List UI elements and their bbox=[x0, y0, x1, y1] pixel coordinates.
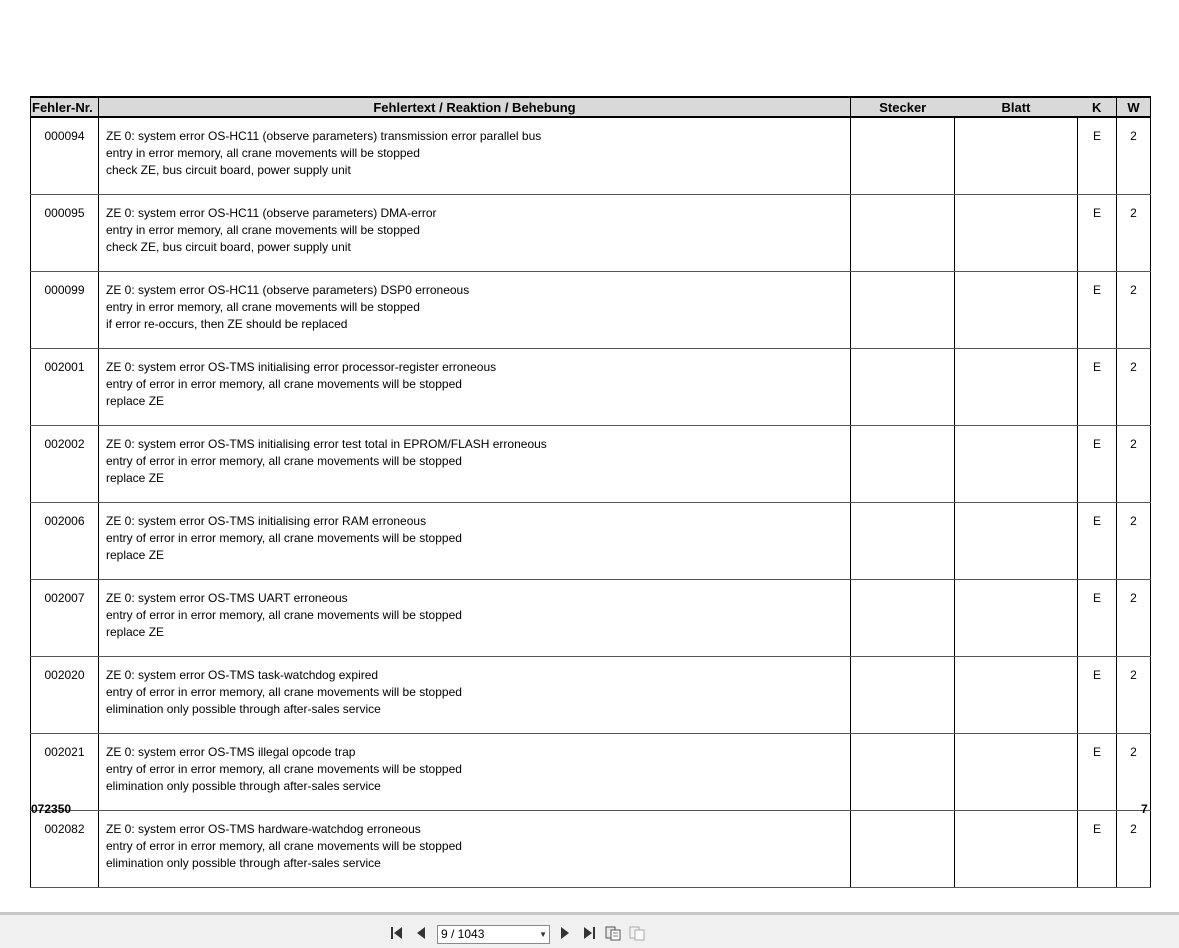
error-description bbox=[99, 349, 851, 426]
blatt-cell bbox=[955, 272, 1078, 349]
blatt-cell bbox=[955, 811, 1078, 888]
reaction-text-line: entry of error in error memory, all crane movements will be stopped bbox=[106, 531, 462, 545]
w-cell: 2 bbox=[1117, 117, 1151, 195]
page-selector[interactable] bbox=[437, 925, 550, 944]
stecker-cell bbox=[851, 349, 955, 426]
error-description bbox=[99, 195, 851, 272]
blatt-cell bbox=[955, 117, 1078, 195]
previous-page-icon[interactable] bbox=[412, 924, 430, 942]
w-cell: 2 bbox=[1117, 734, 1151, 811]
k-cell: E bbox=[1078, 503, 1117, 580]
paste-page-icon bbox=[628, 924, 646, 942]
remedy-text-line: elimination only possible through after-sales service bbox=[106, 702, 381, 716]
reaction-text-line: entry of error in error memory, all crane movements will be stopped bbox=[106, 685, 462, 699]
reaction-text-line: entry of error in error memory, all crane movements will be stopped bbox=[106, 454, 462, 468]
table-row bbox=[31, 580, 1151, 657]
error-description bbox=[99, 117, 851, 195]
remedy-text-line: replace ZE bbox=[106, 548, 165, 562]
error-number: 002002 bbox=[31, 426, 99, 503]
table-row bbox=[31, 195, 1151, 272]
k-cell: E bbox=[1078, 580, 1117, 657]
viewer-toolbar bbox=[0, 912, 1179, 948]
error-table bbox=[30, 96, 1151, 888]
stecker-cell bbox=[851, 117, 955, 195]
page-indicator: 9 / 1043 bbox=[441, 927, 485, 941]
document-number: 072350 bbox=[31, 802, 72, 816]
k-cell: E bbox=[1078, 426, 1117, 503]
reaction-text-line: entry in error memory, all crane movements will be stopped bbox=[106, 146, 420, 160]
header-blatt: Blatt bbox=[955, 97, 1078, 117]
w-cell: 2 bbox=[1117, 349, 1151, 426]
k-cell: E bbox=[1078, 117, 1117, 195]
error-number: 002021 bbox=[31, 734, 99, 811]
reaction-text-line: entry of error in error memory, all crane movements will be stopped bbox=[106, 377, 462, 391]
error-number: 000095 bbox=[31, 195, 99, 272]
error-description bbox=[99, 657, 851, 734]
reaction-text-line: entry of error in error memory, all crane movements will be stopped bbox=[106, 608, 462, 622]
k-cell: E bbox=[1078, 811, 1117, 888]
stecker-cell bbox=[851, 503, 955, 580]
remedy-text-line: check ZE, bus circuit board, power supply unit bbox=[106, 163, 351, 177]
error-text-line: ZE 0: system error OS-TMS task-watchdog expired bbox=[106, 668, 379, 682]
error-text-line: ZE 0: system error OS-TMS initialising error RAM erroneous bbox=[106, 514, 427, 528]
page-number: 7 bbox=[1141, 802, 1148, 816]
first-page-icon[interactable] bbox=[388, 924, 406, 942]
stecker-cell bbox=[851, 272, 955, 349]
table-row bbox=[31, 734, 1151, 811]
header-w: W bbox=[1117, 97, 1151, 117]
error-text-line: ZE 0: system error OS-TMS initialising error processor-register erroneous bbox=[106, 360, 497, 374]
w-cell: 2 bbox=[1117, 195, 1151, 272]
blatt-cell bbox=[955, 734, 1078, 811]
remedy-text-line: elimination only possible through after-sales service bbox=[106, 856, 381, 870]
error-text-line: ZE 0: system error OS-TMS initialising error test total in EPROM/FLASH erroneous bbox=[106, 437, 547, 451]
table-header-row bbox=[31, 97, 1151, 117]
error-description bbox=[99, 272, 851, 349]
stecker-cell bbox=[851, 811, 955, 888]
header-stecker: Stecker bbox=[851, 97, 955, 117]
stecker-cell bbox=[851, 580, 955, 657]
reaction-text-line: entry in error memory, all crane movements will be stopped bbox=[106, 223, 420, 237]
stecker-cell bbox=[851, 195, 955, 272]
blatt-cell bbox=[955, 580, 1078, 657]
copy-page-icon[interactable] bbox=[604, 924, 622, 942]
reaction-text-line: entry of error in error memory, all crane movements will be stopped bbox=[106, 762, 462, 776]
remedy-text-line: check ZE, bus circuit board, power supply unit bbox=[106, 240, 351, 254]
remedy-text-line: replace ZE bbox=[106, 394, 165, 408]
error-description bbox=[99, 734, 851, 811]
error-number: 002006 bbox=[31, 503, 99, 580]
error-number: 000094 bbox=[31, 117, 99, 195]
header-fehlertext: Fehlertext / Reaktion / Behebung bbox=[99, 97, 851, 117]
reaction-text-line: entry in error memory, all crane movements will be stopped bbox=[106, 300, 420, 314]
error-text-line: ZE 0: system error OS-TMS UART erroneous bbox=[106, 591, 348, 605]
table-row bbox=[31, 811, 1151, 888]
error-text-line: ZE 0: system error OS-TMS hardware-watchdog erroneous bbox=[106, 822, 421, 836]
header-k: K bbox=[1078, 97, 1117, 117]
table-row bbox=[31, 117, 1151, 195]
error-text-line: ZE 0: system error OS-TMS illegal opcode trap bbox=[106, 745, 356, 759]
stecker-cell bbox=[851, 734, 955, 811]
w-cell: 2 bbox=[1117, 272, 1151, 349]
table-row bbox=[31, 349, 1151, 426]
error-text-line: ZE 0: system error OS-HC11 (observe parameters) transmission error parallel bus bbox=[106, 129, 542, 143]
k-cell: E bbox=[1078, 734, 1117, 811]
stecker-cell bbox=[851, 426, 955, 503]
k-cell: E bbox=[1078, 349, 1117, 426]
k-cell: E bbox=[1078, 272, 1117, 349]
error-description bbox=[99, 503, 851, 580]
error-number: 002082 bbox=[31, 811, 99, 888]
remedy-text-line: if error re-occurs, then ZE should be replaced bbox=[106, 317, 348, 331]
table-row bbox=[31, 426, 1151, 503]
k-cell: E bbox=[1078, 657, 1117, 734]
w-cell: 2 bbox=[1117, 503, 1151, 580]
chevron-down-icon[interactable]: ▼ bbox=[539, 930, 547, 939]
k-cell: E bbox=[1078, 195, 1117, 272]
next-page-icon[interactable] bbox=[556, 924, 574, 942]
w-cell: 2 bbox=[1117, 657, 1151, 734]
error-description bbox=[99, 426, 851, 503]
blatt-cell bbox=[955, 657, 1078, 734]
error-number: 002001 bbox=[31, 349, 99, 426]
error-text-line: ZE 0: system error OS-HC11 (observe parameters) DMA-error bbox=[106, 206, 437, 220]
error-number: 002020 bbox=[31, 657, 99, 734]
error-description bbox=[99, 580, 851, 657]
remedy-text-line: elimination only possible through after-sales service bbox=[106, 779, 381, 793]
table-row bbox=[31, 272, 1151, 349]
error-number: 002007 bbox=[31, 580, 99, 657]
w-cell: 2 bbox=[1117, 580, 1151, 657]
header-fehler-nr: Fehler-Nr. bbox=[31, 97, 99, 117]
table-row bbox=[31, 503, 1151, 580]
remedy-text-line: replace ZE bbox=[106, 625, 165, 639]
error-description bbox=[99, 811, 851, 888]
error-text-line: ZE 0: system error OS-HC11 (observe parameters) DSP0 erroneous bbox=[106, 283, 470, 297]
w-cell: 2 bbox=[1117, 426, 1151, 503]
blatt-cell bbox=[955, 503, 1078, 580]
last-page-icon[interactable] bbox=[580, 924, 598, 942]
reaction-text-line: entry of error in error memory, all crane movements will be stopped bbox=[106, 839, 462, 853]
error-number: 000099 bbox=[31, 272, 99, 349]
blatt-cell bbox=[955, 349, 1078, 426]
blatt-cell bbox=[955, 195, 1078, 272]
blatt-cell bbox=[955, 426, 1078, 503]
stecker-cell bbox=[851, 657, 955, 734]
w-cell: 2 bbox=[1117, 811, 1151, 888]
remedy-text-line: replace ZE bbox=[106, 471, 165, 485]
table-row bbox=[31, 657, 1151, 734]
